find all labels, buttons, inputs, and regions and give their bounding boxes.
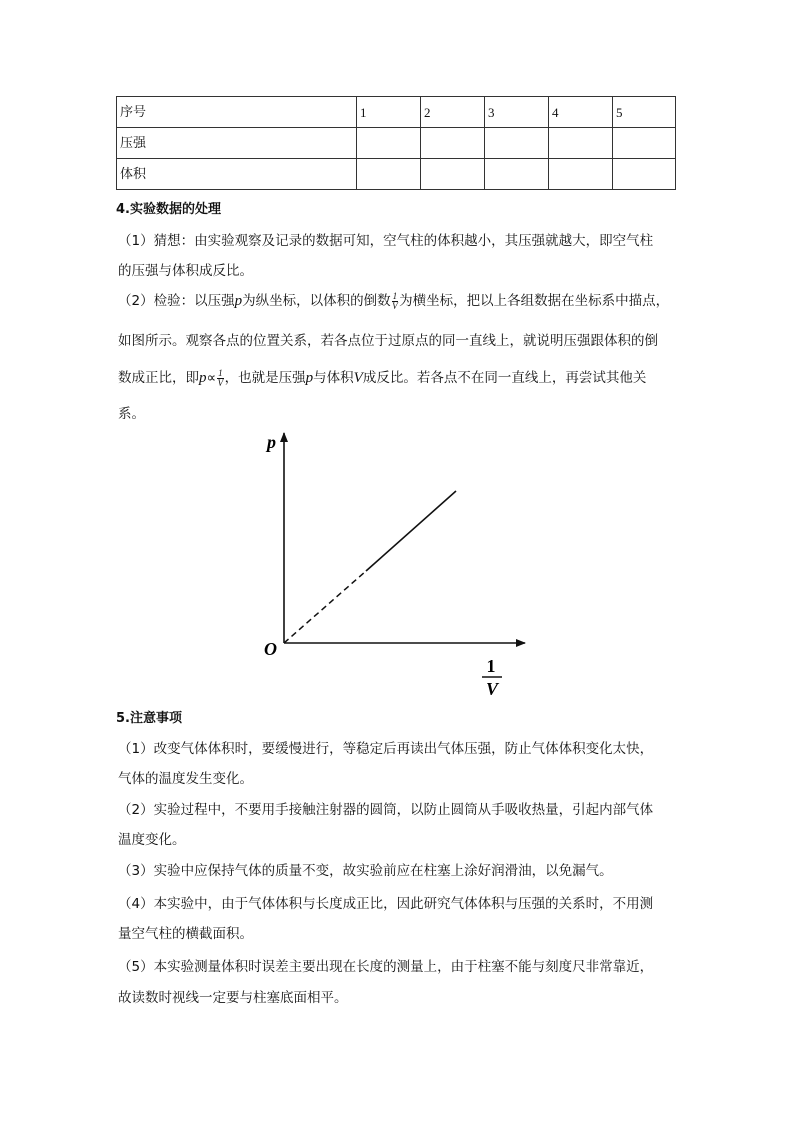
record-table <box>116 96 676 190</box>
table-header-cell: 序号 <box>117 97 357 128</box>
fraction-1-over-v <box>217 369 224 388</box>
table-cell <box>613 159 676 190</box>
table-cell <box>485 128 549 159</box>
note-5-line-1: （5）本实验测量体积时误差主要出现在长度的测量上，由于柱塞不能与刻度尺非常靠近， <box>118 959 654 975</box>
table-cell <box>357 159 421 190</box>
table-cell <box>357 128 421 159</box>
text-run: 为横坐标，把以上各组数据在坐标系中描点， <box>399 293 670 309</box>
note-1-line-2: 气体的温度发生变化。 <box>118 771 253 787</box>
x-label-numerator: 1 <box>486 656 496 676</box>
text-run: 数成正比，即 <box>118 370 199 386</box>
y-axis-label: p <box>267 432 276 452</box>
fraction-denominator: V <box>217 377 224 388</box>
paragraph-verify-line-4: 系。 <box>118 406 145 422</box>
note-4-line-1: （4）本实验中，由于气体体积与长度成正比，因此研究气体体积与压强的关系时，不用测 <box>118 896 654 912</box>
table-row-label: 压强 <box>117 128 357 159</box>
var-p: p <box>234 293 243 309</box>
paragraph-verify-line-2: 如图所示。观察各点的位置关系，若各点位于过原点的同一直线上，就说明压强跟体积的倒 <box>118 333 658 349</box>
paragraph-verify-line-3 <box>118 366 646 388</box>
table-header-cell: 3 <box>485 97 549 128</box>
text-run: （2）检验：以压强 <box>118 293 235 309</box>
paragraph-guess-line-1: （1）猜想：由实验观察及记录的数据可知，空气柱的体积越小，其压强就越大，即空气柱 <box>118 233 654 249</box>
var-p: p <box>199 370 207 386</box>
fraction-numerator: 1 <box>218 367 223 378</box>
note-5-line-2: 故读数时视线一定要与柱塞底面相平。 <box>118 990 348 1006</box>
table-header-row <box>117 97 676 128</box>
table-header-cell: 4 <box>549 97 613 128</box>
p-vs-inverse-v-graph <box>255 425 545 700</box>
table-cell <box>613 128 676 159</box>
paragraph-guess-line-2: 的压强与体积成反比。 <box>118 263 253 279</box>
table-cell <box>549 128 613 159</box>
table-cell <box>485 159 549 190</box>
table-header-cell: 5 <box>613 97 676 128</box>
var-v: V <box>353 370 363 386</box>
table-header-cell: 2 <box>421 97 485 128</box>
table-row-label: 体积 <box>117 159 357 190</box>
table-header-cell: 1 <box>357 97 421 128</box>
table-cell <box>421 128 485 159</box>
var-p: p <box>305 370 314 386</box>
fraction-denominator: V <box>392 300 398 311</box>
text-run: 成反比。若各点不在同一直线上，再尝试其他关 <box>362 370 647 386</box>
origin-label: O <box>264 639 277 659</box>
section-4-title: 4.实验数据的处理 <box>116 202 221 217</box>
extrapolated-dashed-line <box>284 571 366 643</box>
table-row <box>117 159 676 190</box>
data-line <box>366 491 456 571</box>
table-row <box>117 128 676 159</box>
paragraph-verify-line-1 <box>118 289 669 311</box>
proportional-symbol: ∝ <box>206 370 217 386</box>
table-cell <box>421 159 485 190</box>
section-5-title: 5.注意事项 <box>116 711 182 726</box>
text-run: 为纵坐标，以体积的倒数 <box>242 293 391 309</box>
fraction-numerator: 1 <box>392 290 398 301</box>
x-label-denominator: V <box>485 679 499 699</box>
note-3-line-1: （3）实验中应保持气体的质量不变，故实验前应在柱塞上涂好润滑油，以免漏气。 <box>118 863 613 879</box>
note-2-line-2: 温度变化。 <box>118 832 186 848</box>
note-2-line-1: （2）实验过程中，不要用手接触注射器的圆筒，以防止圆筒从手吸收热量，引起内部气体 <box>118 802 654 818</box>
note-4-line-2: 量空气柱的横截面积。 <box>118 926 253 942</box>
table-cell <box>549 159 613 190</box>
text-run: ，也就是压强 <box>224 370 306 386</box>
fraction-1-over-v <box>392 292 399 311</box>
text-run: 与体积 <box>313 370 354 386</box>
note-1-line-1: （1）改变气体体积时，要缓慢进行，等稳定后再读出气体压强，防止气体体积变化太快， <box>118 741 654 757</box>
